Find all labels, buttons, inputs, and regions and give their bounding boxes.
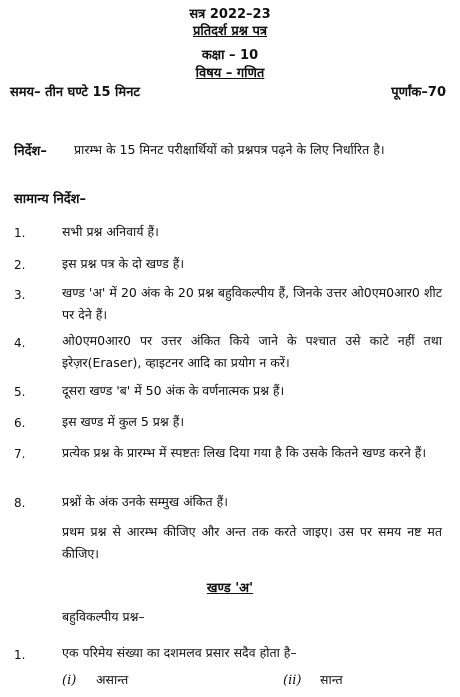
time-label: समय– तीन घण्टे 15 मिनट: [10, 85, 140, 100]
list-item: दूसरा खण्ड 'ब' में 50 अंक के वर्णनात्मक प्रश्न हैं।: [62, 383, 285, 398]
option-text: सान्त: [320, 672, 343, 687]
list-item: ओ0एम0आर0 पर उत्तर अंकित किये जाने के पश्चात उसे काटे नहीं तथा इरेज़र(Eraser), व्हाइटनर आदि का प्रयोग न करें।: [62, 333, 442, 370]
class-label: कक्षा – 10: [201, 48, 259, 63]
list-item-number: 3.: [14, 288, 26, 302]
paper-type-title: प्रतिदर्श प्रश्न पत्र: [192, 24, 268, 39]
list-item: खण्ड 'अ' में 20 अंक के 20 प्रश्न बहुविकल्पीय हैं, जिनके उत्तर ओ0एम0आर0 शीट पर देने हैं।: [62, 285, 442, 322]
section-a-title: खण्ड 'अ': [206, 581, 254, 596]
list-item: इस खण्ड में कुल 5 प्रश्न हैं।: [62, 414, 185, 429]
closing-instruction: प्रथम प्रश्न से आरम्भ कीजिए और अन्त तक करते जाइए। उस पर समय नष्ट मत कीजिए।: [62, 524, 442, 561]
list-item: प्रत्येक प्रश्न के प्रारम्भ में स्पष्टतः लिख दिया गया है कि उसके कितने खण्ड करने हैं।: [62, 445, 427, 460]
question-number: 1.: [14, 648, 26, 662]
instruction-label: निर्देश–: [14, 144, 47, 159]
option-label: (i): [62, 673, 77, 688]
general-instructions-heading: सामान्य निर्देश–: [14, 192, 87, 207]
list-item: प्रश्नों के अंक उनके सम्मुख अंकित हैं।: [62, 494, 228, 509]
subject-label: विषय – गणित: [195, 66, 265, 81]
question-text: एक परिमेय संख्या का दशमलव प्रसार सदैव होता है–: [62, 645, 297, 660]
session-label: सत्र 2022–23: [189, 7, 271, 22]
list-item-number: 7.: [14, 447, 26, 461]
list-item-number: 1.: [14, 226, 26, 240]
max-marks-label: पूर्णांक–70: [391, 85, 446, 100]
list-item-number: 5.: [14, 385, 26, 399]
list-item: सभी प्रश्न अनिवार्य हैं।: [62, 224, 159, 239]
list-item-number: 4.: [14, 336, 26, 350]
list-item-number: 6.: [14, 416, 26, 430]
section-a-subtitle: बहुविकल्पीय प्रश्न–: [62, 609, 145, 624]
list-item-number: 2.: [14, 258, 26, 272]
list-item: इस प्रश्न पत्र के दो खण्ड हैं।: [62, 256, 185, 271]
list-item-number: 8.: [14, 496, 26, 510]
instruction-text: प्रारम्भ के 15 मिनट परीक्षार्थियों को प्रश्नपत्र पढ़ने के लिए निर्धारित है।: [74, 142, 385, 157]
option-label: (ii): [283, 673, 302, 688]
option-text: असान्त: [96, 672, 129, 687]
